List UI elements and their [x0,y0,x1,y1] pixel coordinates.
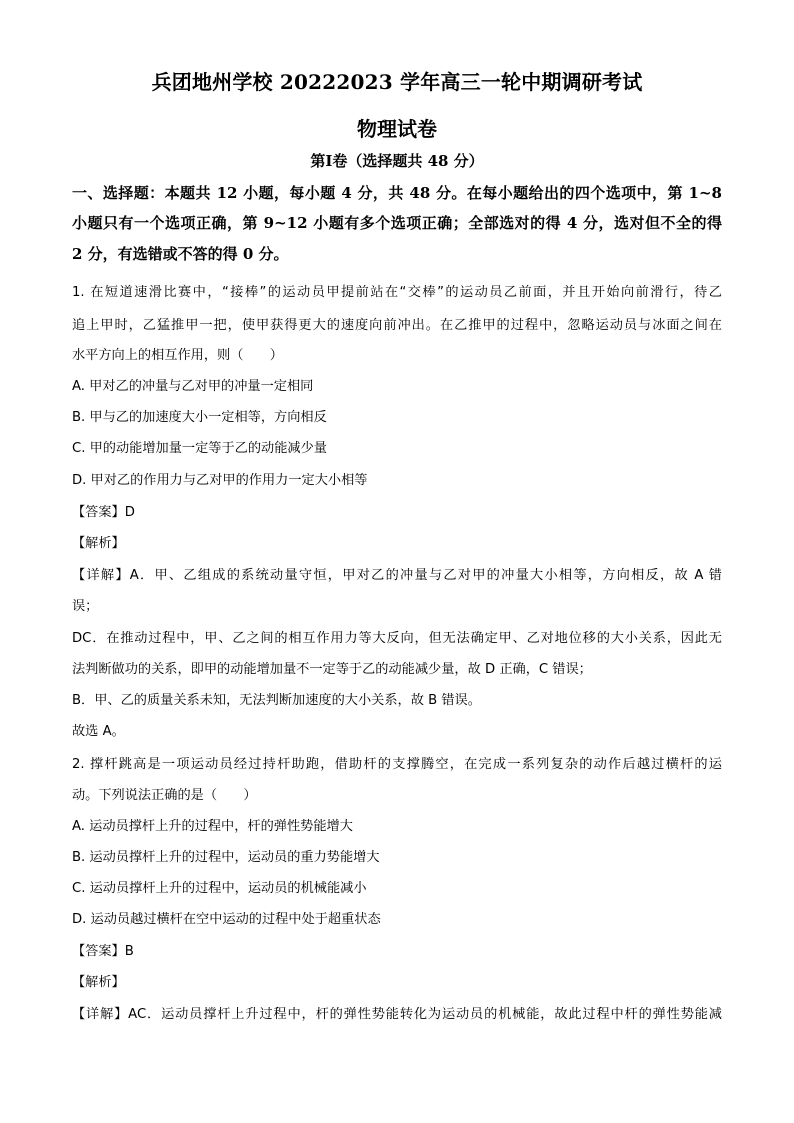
q1-detail-line: B．甲、乙的质量关系未知，无法判断加速度的大小关系，故 B 错误。 [72,693,481,708]
q1-stem-line: 1. 在短道速滑比赛中，“接棒”的运动员甲提前站在“交棒”的运动员乙前面，并且开始向前滑行，待乙 [72,285,722,300]
q1-detail-line: 法判断做功的关系，即甲的动能增加量不一定等于乙的动能减少量，故 D 正确，C 错误； [72,662,592,677]
q2-stem-line: 动。下列说法正确的是（ ） [72,788,257,803]
q1-detail-line: 【详解】A．甲、乙组成的系统动量守恒，甲对乙的冲量与乙对甲的冲量大小相等，方向相反，故 A 错 [72,568,722,583]
instruction-line: 小题只有一个选项正确，第 9~12 小题有多个选项正确；全部选对的得 4 分，选对但不全的得 [72,214,722,232]
q2-option-d: D. 运动员越过横杆在空中运动的过程中处于超重状态 [72,912,381,927]
q1-detail-line: 误； [72,599,99,614]
q1-detail-line: DC．在推动过程中，甲、乙之间的相互作用力等大反向，但无法确定甲、乙对地位移的大小关系，因此无 [72,631,722,646]
q2-option-a: A. 运动员撑杆上升的过程中，杆的弹性势能增大 [72,819,353,834]
q2-option-c: C. 运动员撑杆上升的过程中，运动员的机械能减小 [72,881,367,896]
q1-answer: 【答案】D [72,505,135,520]
q2-detail-line: 【详解】AC．运动员撑杆上升过程中，杆的弹性势能转化为运动员的机械能，故此过程中杆的弹性势能减 [72,1007,722,1022]
exam-title: 兵团地州学校 20222023 学年高三一轮中期调研考试 [151,70,643,94]
q1-option-a: A. 甲对乙的冲量与乙对甲的冲量一定相同 [72,379,314,394]
q1-option-b: B. 甲与乙的加速度大小一定相等，方向相反 [72,410,327,425]
section-title: 第Ⅰ卷（选择题共 48 分） [310,152,484,170]
q2-answer: 【答案】B [72,944,134,959]
q2-analysis-label: 【解析】 [72,975,125,990]
q1-detail-line: 故选 A。 [72,724,125,739]
q1-option-d: D. 甲对乙的作用力与乙对甲的作用力一定大小相等 [72,473,368,488]
q1-stem-line: 追上甲时，乙猛推甲一把，使甲获得更大的速度向前冲出。在乙推甲的过程中，忽略运动员与冰面之间在 [72,318,722,333]
instruction-line: 2 分，有选错或不答的得 0 分。 [72,245,289,263]
subject-title: 物理试卷 [357,117,437,141]
q1-stem-line: 水平方向上的相互作用，则（ ） [72,348,283,363]
q2-option-b: B. 运动员撑杆上升的过程中，运动员的重力势能增大 [72,850,380,865]
q1-analysis-label: 【解析】 [72,536,125,551]
instruction-line: 一、选择题：本题共 12 小题，每小题 4 分，共 48 分。在每小题给出的四个选项中，第 1~8 [72,184,722,202]
q2-stem-line: 2. 撑杆跳高是一项运动员经过持杆助跑，借助杆的支撑腾空，在完成一系列复杂的动作后越过横杆的运 [72,757,722,772]
q1-option-c: C. 甲的动能增加量一定等于乙的动能减少量 [72,441,327,456]
